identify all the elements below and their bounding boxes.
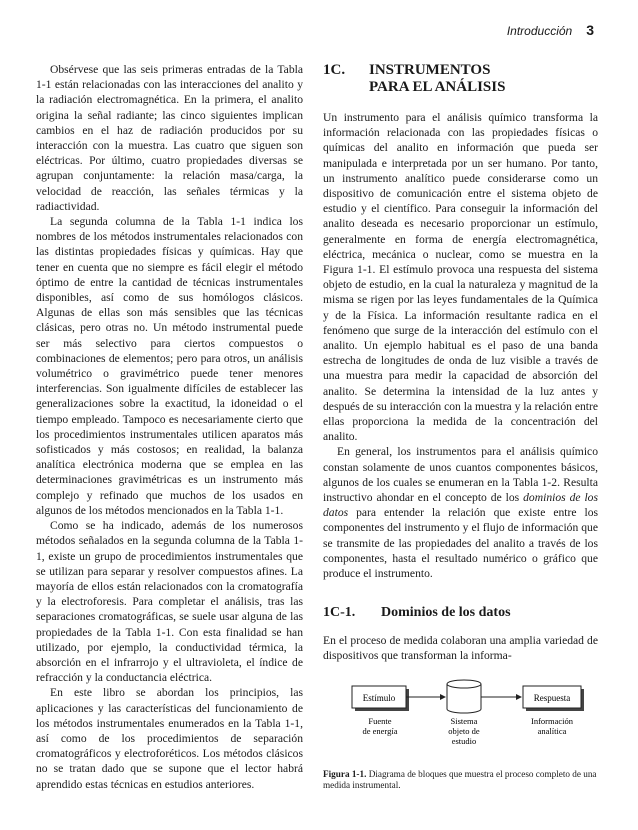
- system-label: estudio: [451, 735, 477, 746]
- figure-caption-text: Diagrama de bloques que muestra el proceso completo de una medida instrumental.: [323, 768, 597, 791]
- info-label: Información: [530, 715, 574, 726]
- section-title-line1: INSTRUMENTOS: [369, 62, 491, 78]
- database-cylinder-icon: [447, 680, 481, 713]
- paragraph: Obsérvese que las seis primeras entradas de la Tabla 1-1 están relacionadas con las interacciones del analito y la radiación electromagnética. En la primera, el analito origina la señal radiante; las cinco siguientes implican cambios en el haz de radiación producidos por su interacción con la muestra. Las cuatro que siguen son eléctricas. Por último, cuatro propiedades diversas se agrupan conjuntamente: la relación masa/carga, la velocidad de reacción, las señales térmicas y la radiactividad.: [36, 63, 303, 213]
- page-number: 3: [586, 22, 594, 38]
- left-column: [36, 62, 303, 792]
- system-label: Sistema: [450, 715, 478, 726]
- arrow-head: [440, 694, 446, 700]
- running-header: [507, 22, 594, 38]
- section-heading: [323, 62, 598, 96]
- paragraph: Un instrumento para el análisis químico transforma la información relacionada con las propiedades físicas o químicas del analito en información que pueda ser manipulada e interpretada por un ser humano. Por tanto, un instrumento analítico puede considerarse como un dispositivo de comunicación entre el sistema objeto de estudio y el científico. Para conseguir la información del analito deseada es necesario proporcionar un estímulo, generalmente en forma de energía electromagnética, eléctrica, mecánica o nuclear, como se muestra en la Figura 1-1. El estímulo provoca una respuesta del sistema objeto de estudio, en la cual la naturaleza y magnitud de la misma se rigen por las leyes fundamentales de la Química y de la Física. La información resultante radica en el fenómeno que surge de la interacción del estímulo con el analito. Un ejemplo habitual es el paso de una banda estrecha de longitudes de onda de luz visible a través de una muestra para medir la capacidad de absorción del analito. Se determina la intensidad de la luz antes y después de su interacción con la muestra y la relación entre ellas proporciona la medida de la concentración del analito.: [323, 111, 598, 444]
- figure-caption: [323, 769, 598, 792]
- subsection-title: Dominios de los datos: [381, 605, 511, 621]
- section-number: 1C.: [323, 62, 346, 78]
- paragraph: En este libro se abordan los principios, las aplicaciones y las características del funcionamiento de los métodos instrumentales enumerados en la Tabla 1-1, así como de los procedimientos de separación cromatográficos y electroforéticos. Los métodos clásicos no se tratan dado que se supone que el lector habrá aprendido estas técnicas en estudios anteriores.: [36, 686, 303, 791]
- paragraph: [323, 444, 598, 581]
- block-diagram: [323, 679, 598, 753]
- source-label: Fuente: [368, 715, 392, 726]
- section-title-line2: PARA EL ANÁLISIS: [369, 79, 506, 95]
- arrow-head: [516, 694, 522, 700]
- system-label: objeto de: [448, 725, 480, 736]
- info-label: analítica: [537, 725, 567, 736]
- paragraph: En el proceso de medida colaboran una amplia variedad de dispositivos que transforman la informa-: [323, 633, 598, 662]
- subsection-heading: [323, 605, 598, 620]
- paragraph-text: para entender la relación que existe entre los componentes del instrumento y el flujo de información que se transmite de las propiedades del analito a través de los componentes, hasta el resultado numérico o gráfico que produce el instrumento.: [323, 506, 598, 581]
- running-header-section: Introducción: [506, 24, 573, 38]
- paragraph-text: En general, los instrumentos para el análisis químico constan solamente de unos cuantos componentes básicos, algunos de los cuales se enumeran en la Tabla 1-2. Resulta instructivo ahondar en el concepto de los: [323, 445, 598, 505]
- right-column: [323, 62, 598, 792]
- paragraph: La segunda columna de la Tabla 1-1 indica los nombres de los métodos instrumentales relacionados con las distintas propiedades físicas y químicas. Hay que tener en cuenta que no siempre es fácil elegir el método óptimo de entre la cantidad de técnicas instrumentales disponibles, así como de sus homólogos clásicos. Algunas de ellas son más sensibles que las técnicas clásicas, pero otras no. Un método instrumental puede ser más selectivo para ciertos compuestos o combinaciones de elementos; pero para otros, un análisis volumétrico o gravimétrico puede tener menores interferencias. Son igualmente difíciles de establecer las generalizaciones sobre la exactitud, la idoneidad o el tiempo empleado. Tampoco es necesariamente cierto que los procedimientos instrumentales utilicen aparatos más sofisticados y más costosos; en realidad, la balanza analítica electrónica moderna que se emplea en las determinaciones gravimétricas es un instrumento más complejo y refinado que muchos de los usados en algunos de los métodos mencionados en la Tabla 1-1.: [36, 215, 303, 517]
- italic-term: dominios de los datos: [323, 491, 598, 520]
- stimulus-label: Estímulo: [362, 692, 396, 703]
- source-label: de energía: [362, 725, 398, 736]
- figure-1-1: [323, 679, 598, 792]
- figure-caption-label: Figura 1-1.: [323, 768, 367, 779]
- paragraph: Como se ha indicado, además de los numerosos métodos señalados en la segunda columna de la Tabla 1-1, existe un grupo de procedimientos instrumentales que se utilizan para separar y resolver compuestos afines. La mayoría de ellos están relacionados con la cromatografía y la electroforesis. Para completar el análisis, tras las separaciones cromatográficas, se suele usar alguna de las propiedades de la Tabla 1-1. Con esta finalidad se han utilizado, por ejemplo, la conductividad térmica, la absorción en el infrarrojo y el ultravioleta, el índice de refracción y la conductancia eléctrica.: [36, 519, 303, 685]
- subsection-number: 1C-1.: [323, 605, 356, 621]
- response-label: Respuesta: [533, 692, 571, 703]
